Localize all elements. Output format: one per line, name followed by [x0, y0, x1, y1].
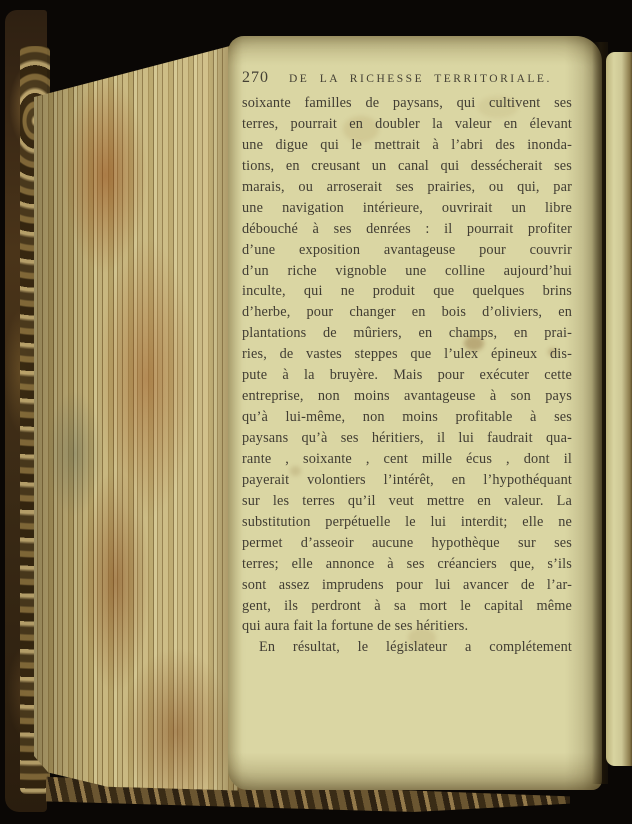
text-line: En résultat, le législateur a complétement	[259, 639, 572, 656]
text-line: sur les terres qu’il veut mettre en valeur. La	[242, 492, 572, 509]
text-line: paysans qu’à ses héritiers, il lui faudrait qua-	[242, 430, 572, 446]
text-line: inculte, qui ne produit que quelques brins	[242, 283, 572, 300]
text-line: permet d’asseoir aucune hypothèque sur ses	[242, 534, 572, 551]
text-line: payerait volontiers l’intérêt, en l’hypothéquant	[242, 471, 572, 488]
text-line: qui aura fait la fortune de ses héritiers.	[242, 618, 469, 635]
text-line: marais, ou arroserait ses prairies, ou qui, par	[242, 178, 572, 195]
text-line: sont assez imprudens pour lui avancer de l’ar-	[242, 576, 572, 593]
text-line: tions, en creusant un canal qui dessécherait ses	[242, 157, 572, 174]
text-line: débouché à ses denrées : il pourrait profiter	[242, 220, 572, 237]
page-edges-stack	[34, 40, 238, 792]
text-line: gent, ils perdront à sa mort le capital même	[242, 597, 572, 614]
text-line: terres; elle annonce à ses créanciers que, s’ils	[242, 555, 572, 572]
page-header	[242, 69, 574, 87]
page-number: 270	[242, 69, 269, 86]
text-line: ries, de vastes steppes que l’ulex épineux dis-	[242, 346, 572, 363]
body-text	[242, 93, 572, 658]
text-line: une navigation intérieure, ouvrirait un libre	[242, 199, 572, 216]
text-line: une digue qui le mettrait à l’abri des inonda-	[242, 136, 572, 153]
text-line: entreprise, non moins avantageuse à son pays	[242, 388, 572, 405]
facing-page-sliver	[606, 52, 632, 766]
text-line: plantations de mûriers, en champs, en prai-	[242, 325, 572, 342]
running-title: DE LA RICHESSE TERRITORIALE.	[289, 73, 552, 85]
text-line: d’une exposition avantageuse pour couvrir	[242, 241, 572, 258]
text-line: terres, pourrait en doubler la valeur en élevant	[242, 115, 572, 132]
text-line: pute à la bruyère. Mais pour exécuter cette	[242, 367, 572, 384]
text-line: qu’à lui-même, non moins profitable à ses	[242, 409, 572, 426]
text-line: soixante familles de paysans, qui cultivent ses	[242, 95, 572, 111]
text-line: d’herbe, pour changer en bois d’oliviers, en	[242, 304, 572, 321]
text-line: substitution perpétuelle le lui interdit; elle ne	[242, 513, 572, 530]
book-page	[228, 36, 602, 790]
text-line: d’un riche vignoble une colline aujourd’hui	[242, 262, 572, 279]
text-line: rante , soixante , cent mille écus , dont il	[242, 450, 572, 467]
